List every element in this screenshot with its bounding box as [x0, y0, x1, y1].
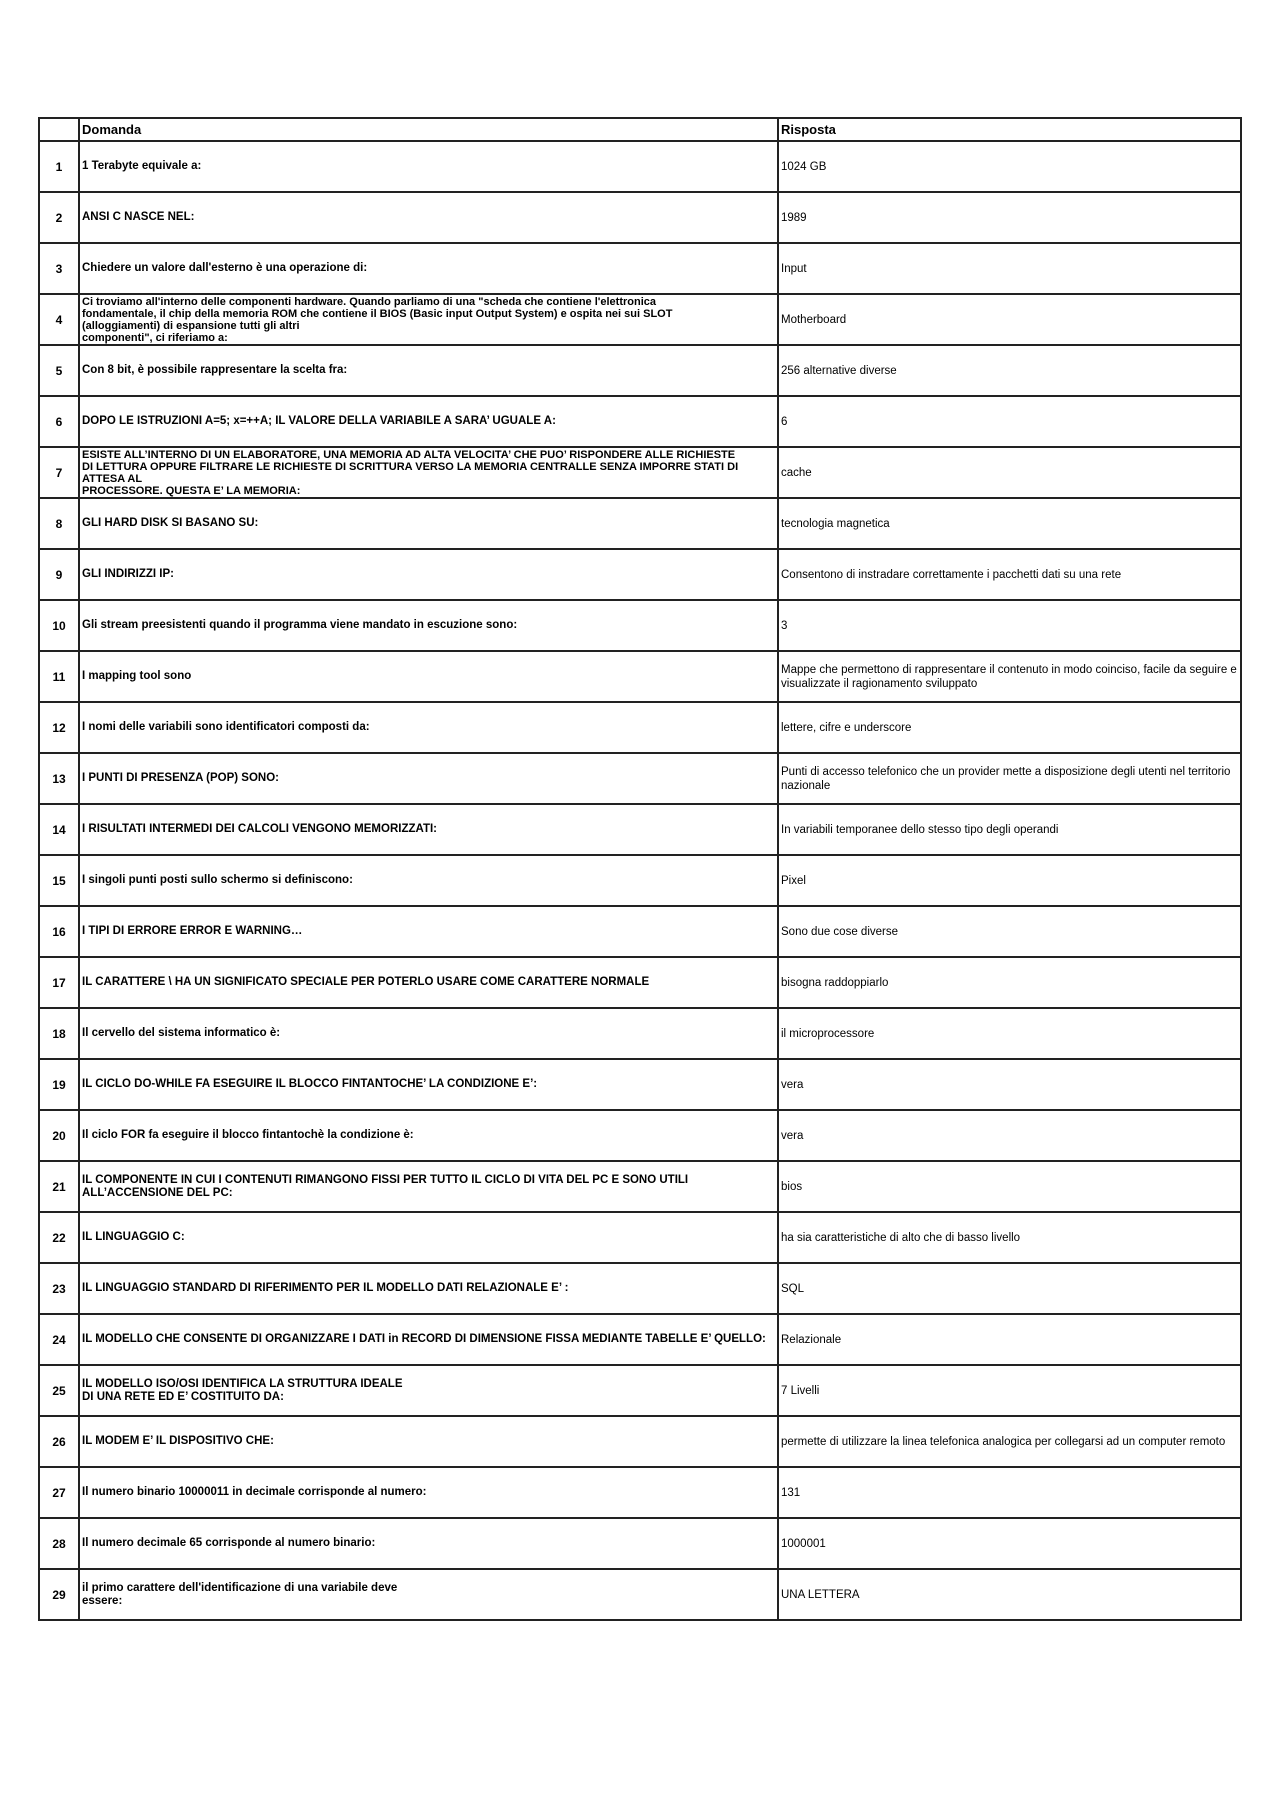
question-cell: Chiedere un valore dall'esterno è una operazione di: — [79, 243, 778, 294]
row-number: 12 — [39, 702, 79, 753]
answer-cell: SQL — [778, 1263, 1241, 1314]
answer-cell: vera — [778, 1059, 1241, 1110]
answer-cell: UNA LETTERA — [778, 1569, 1241, 1620]
table-row — [39, 1314, 1241, 1365]
answer-cell: vera — [778, 1110, 1241, 1161]
row-number: 11 — [39, 651, 79, 702]
answer-cell: 1000001 — [778, 1518, 1241, 1569]
question-cell: IL LINGUAGGIO C: — [79, 1212, 778, 1263]
question-cell: IL MODEM E’ IL DISPOSITIVO CHE: — [79, 1416, 778, 1467]
row-number: 4 — [39, 294, 79, 345]
table-row — [39, 1518, 1241, 1569]
table-row — [39, 804, 1241, 855]
table-row — [39, 651, 1241, 702]
question-cell: IL CICLO DO-WHILE FA ESEGUIRE IL BLOCCO FINTANTOCHE’ LA CONDIZIONE E’: — [79, 1059, 778, 1110]
answer-cell: In variabili temporanee dello stesso tipo degli operandi — [778, 804, 1241, 855]
question-cell: 1 Terabyte equivale a: — [79, 141, 778, 192]
table-row — [39, 1467, 1241, 1518]
answer-cell: Pixel — [778, 855, 1241, 906]
table-row — [39, 600, 1241, 651]
table-row — [39, 1161, 1241, 1212]
question-cell: il primo carattere dell'identificazione di una variabile deve essere: — [79, 1569, 778, 1620]
row-number: 17 — [39, 957, 79, 1008]
question-cell: Gli stream preesistenti quando il programma viene mandato in escuzione sono: — [79, 600, 778, 651]
question-cell: IL CARATTERE \ HA UN SIGNIFICATO SPECIALE PER POTERLO USARE COME CARATTERE NORMALE — [79, 957, 778, 1008]
table-row — [39, 702, 1241, 753]
answer-cell: 131 — [778, 1467, 1241, 1518]
row-number: 20 — [39, 1110, 79, 1161]
row-number: 2 — [39, 192, 79, 243]
qa-table — [38, 117, 1242, 1621]
answer-cell: 6 — [778, 396, 1241, 447]
answer-cell: 7 Livelli — [778, 1365, 1241, 1416]
question-cell: I singoli punti posti sullo schermo si definiscono: — [79, 855, 778, 906]
answer-cell: bisogna raddoppiarlo — [778, 957, 1241, 1008]
question-cell: Ci troviamo all'interno delle componenti hardware. Quando parliamo di una "scheda che contiene l'elettronica fondamentale, il chip della memoria ROM che contiene il BIOS (Basic input Output System) e ospita nei sui SLOT (alloggiamenti) di espansione tutti gli altri componenti", ci riferiamo a: — [79, 294, 778, 345]
row-number: 26 — [39, 1416, 79, 1467]
header-domanda: Domanda — [79, 118, 778, 141]
question-cell: I RISULTATI INTERMEDI DEI CALCOLI VENGONO MEMORIZZATI: — [79, 804, 778, 855]
header-risposta: Risposta — [778, 118, 1241, 141]
row-number: 18 — [39, 1008, 79, 1059]
row-number: 7 — [39, 447, 79, 498]
table-row — [39, 1416, 1241, 1467]
table-row — [39, 855, 1241, 906]
answer-cell: lettere, cifre e underscore — [778, 702, 1241, 753]
question-cell: IL MODELLO ISO/OSI IDENTIFICA LA STRUTTURA IDEALE DI UNA RETE ED E’ COSTITUITO DA: — [79, 1365, 778, 1416]
row-number: 25 — [39, 1365, 79, 1416]
answer-cell: 1024 GB — [778, 141, 1241, 192]
question-cell: Il ciclo FOR fa eseguire il blocco fintantochè la condizione è: — [79, 1110, 778, 1161]
question-cell: Il numero decimale 65 corrisponde al numero binario: — [79, 1518, 778, 1569]
question-cell: IL LINGUAGGIO STANDARD DI RIFERIMENTO PER IL MODELLO DATI RELAZIONALE E’ : — [79, 1263, 778, 1314]
row-number: 14 — [39, 804, 79, 855]
row-number: 5 — [39, 345, 79, 396]
table-row — [39, 294, 1241, 345]
answer-cell: permette di utilizzare la linea telefonica analogica per collegarsi ad un computer remoto — [778, 1416, 1241, 1467]
table-row — [39, 1110, 1241, 1161]
table-row — [39, 396, 1241, 447]
row-number: 3 — [39, 243, 79, 294]
answer-cell: 256 alternative diverse — [778, 345, 1241, 396]
answer-cell: Sono due cose diverse — [778, 906, 1241, 957]
question-cell: IL COMPONENTE IN CUI I CONTENUTI RIMANGONO FISSI PER TUTTO IL CICLO DI VITA DEL PC E SONO UTILI ALL’ACCENSIONE DEL PC: — [79, 1161, 778, 1212]
question-cell: I nomi delle variabili sono identificatori composti da: — [79, 702, 778, 753]
answer-cell: 3 — [778, 600, 1241, 651]
table-row — [39, 906, 1241, 957]
answer-cell: cache — [778, 447, 1241, 498]
question-cell: IL MODELLO CHE CONSENTE DI ORGANIZZARE I DATI in RECORD DI DIMENSIONE FISSA MEDIANTE TABELLE E’ QUELLO: — [79, 1314, 778, 1365]
row-number: 21 — [39, 1161, 79, 1212]
question-cell: ANSI C NASCE NEL: — [79, 192, 778, 243]
table-row — [39, 447, 1241, 498]
question-cell: DOPO LE ISTRUZIONI A=5; x=++A; IL VALORE DELLA VARIABILE A SARA’ UGUALE A: — [79, 396, 778, 447]
table-row — [39, 345, 1241, 396]
row-number: 10 — [39, 600, 79, 651]
table-row — [39, 1263, 1241, 1314]
answer-cell: tecnologia magnetica — [778, 498, 1241, 549]
row-number: 6 — [39, 396, 79, 447]
answer-cell: il microprocessore — [778, 1008, 1241, 1059]
question-cell: Con 8 bit, è possibile rappresentare la scelta fra: — [79, 345, 778, 396]
table-row — [39, 192, 1241, 243]
answer-cell: bios — [778, 1161, 1241, 1212]
row-number: 24 — [39, 1314, 79, 1365]
row-number: 19 — [39, 1059, 79, 1110]
table-row — [39, 243, 1241, 294]
row-number: 22 — [39, 1212, 79, 1263]
table-row — [39, 1008, 1241, 1059]
table-row — [39, 549, 1241, 600]
question-cell: I PUNTI DI PRESENZA (POP) SONO: — [79, 753, 778, 804]
row-number: 23 — [39, 1263, 79, 1314]
answer-cell: Mappe che permettono di rappresentare il contenuto in modo coinciso, facile da seguire e visualizzate il ragionamento sviluppato — [778, 651, 1241, 702]
answer-cell: 1989 — [778, 192, 1241, 243]
row-number: 28 — [39, 1518, 79, 1569]
table-row — [39, 1212, 1241, 1263]
table-row — [39, 1059, 1241, 1110]
question-cell: ESISTE ALL’INTERNO DI UN ELABORATORE, UNA MEMORIA AD ALTA VELOCITA’ CHE PUO’ RISPONDERE ALLE RICHIESTE DI LETTURA OPPURE FILTRARE LE RICHIESTE DI SCRITTURA VERSO LA MEMORIA CENTRALLE SENZA IMPORRE STATI DI ATTESA AL PROCESSORE. QUESTA E’ LA MEMORIA: — [79, 447, 778, 498]
answer-cell: ha sia caratteristiche di alto che di basso livello — [778, 1212, 1241, 1263]
answer-cell: Input — [778, 243, 1241, 294]
question-cell: Il cervello del sistema informatico è: — [79, 1008, 778, 1059]
row-number: 13 — [39, 753, 79, 804]
answer-cell: Consentono di instradare correttamente i pacchetti dati su una rete — [778, 549, 1241, 600]
table-row — [39, 498, 1241, 549]
answer-cell: Punti di accesso telefonico che un provider mette a disposizione degli utenti nel territorio nazionale — [778, 753, 1241, 804]
question-answer-sheet — [38, 117, 1240, 1621]
question-cell: I TIPI DI ERRORE ERROR E WARNING… — [79, 906, 778, 957]
header-number — [39, 118, 79, 141]
question-cell: GLI INDIRIZZI IP: — [79, 549, 778, 600]
row-number: 15 — [39, 855, 79, 906]
table-row — [39, 141, 1241, 192]
question-cell: GLI HARD DISK SI BASANO SU: — [79, 498, 778, 549]
row-number: 27 — [39, 1467, 79, 1518]
row-number: 1 — [39, 141, 79, 192]
table-row — [39, 1569, 1241, 1620]
question-cell: Il numero binario 10000011 in decimale corrisponde al numero: — [79, 1467, 778, 1518]
table-row — [39, 1365, 1241, 1416]
table-row — [39, 957, 1241, 1008]
row-number: 8 — [39, 498, 79, 549]
row-number: 16 — [39, 906, 79, 957]
qa-table-body — [39, 141, 1241, 1620]
row-number: 9 — [39, 549, 79, 600]
row-number: 29 — [39, 1569, 79, 1620]
answer-cell: Relazionale — [778, 1314, 1241, 1365]
question-cell: I mapping tool sono — [79, 651, 778, 702]
header-row — [39, 118, 1241, 141]
answer-cell: Motherboard — [778, 294, 1241, 345]
table-row — [39, 753, 1241, 804]
